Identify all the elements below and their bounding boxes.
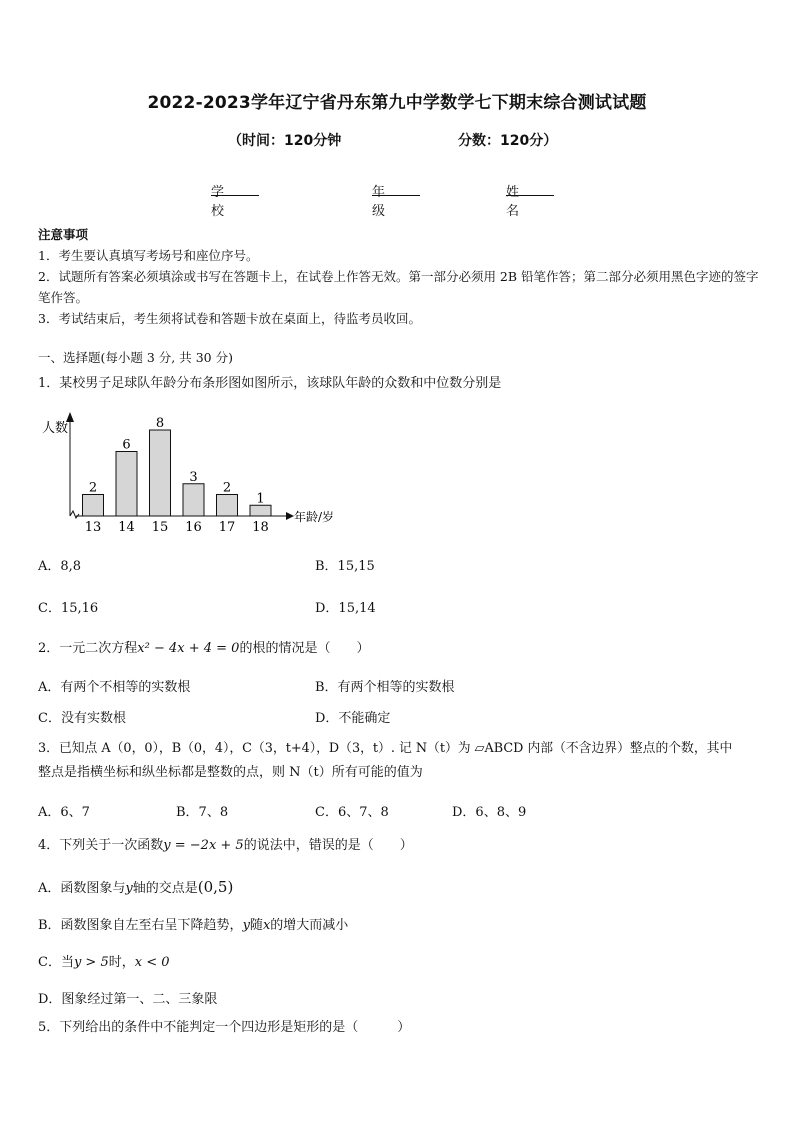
- q2-equation: x² − 4x + 4 = 0: [137, 641, 240, 656]
- question-2-stem: [38, 638, 760, 659]
- bar-value-label: 2: [222, 480, 232, 496]
- q4c-inequality-1: y > 5: [73, 955, 109, 970]
- grade-blank[interactable]: [372, 181, 420, 196]
- q2-stem-post: 的根的情况是（ ）: [239, 641, 370, 656]
- q4b-text-3: 的增大而减小: [270, 918, 349, 933]
- q4b-text-1: B．函数图象自左至右呈下降趋势，: [38, 918, 243, 933]
- bar-value-label: 6: [122, 437, 131, 453]
- q1-option-b[interactable]: B．15,15: [315, 559, 375, 574]
- q2-stem-pre: 2．一元二次方程: [38, 641, 138, 656]
- q2-option-a[interactable]: A．有两个不相等的实数根: [38, 680, 191, 695]
- q4a-point: (0,5): [197, 878, 234, 896]
- total-score: 分数：120分）: [458, 133, 558, 149]
- q4a-text-1: A．函数图象与: [38, 881, 126, 896]
- axis-break: [70, 511, 79, 518]
- q3-line-1: 3．已知点 A（0，0），B（0，4），C（3，t+4），D（3，t）. 记 N（t）为 ▱ABCD 内部（不含边界）整点的个数，其中: [38, 741, 733, 756]
- question-1-stem: 1．某校男子足球队年龄分布条形图如图所示，该球队年龄的众数和中位数分别是: [38, 376, 502, 391]
- q4-option-b[interactable]: [38, 914, 348, 933]
- q4-stem-pre: 4．下列关于一次函数: [38, 838, 164, 853]
- notice-item: 1．考生要认真填写考场号和座位序号。: [38, 248, 259, 263]
- x-tick-label: 16: [185, 520, 202, 535]
- question-5-stem: 5．下列给出的条件中不能判定一个四边形是矩形的是（ ）: [38, 1020, 411, 1035]
- q4c-inequality-2: x < 0: [134, 955, 170, 970]
- q4c-text-1: C．当: [38, 955, 74, 970]
- x-tick-label: 18: [252, 520, 269, 535]
- q3-line-2: 整点是指横坐标和纵坐标都是整数的点，则 N（t）所有可能的值为: [38, 765, 423, 780]
- notice-item: 3．考试结束后，考生须将试卷和答题卡放在桌面上，待监考员收回。: [38, 311, 421, 326]
- q3-option-d[interactable]: D．6、8、9: [452, 805, 527, 820]
- q4-option-c[interactable]: [38, 951, 170, 970]
- q3-option-a[interactable]: A．6、7: [38, 805, 90, 820]
- notice-item: 2．试题所有答案必须填涂或书写在答题卡上，在试卷上作答无效。第一部分必须用 2B 铅笔作答；第二部分必须用黑色字迹的签字笔作答。: [38, 269, 759, 305]
- grade-label: 年级: [372, 185, 386, 219]
- q4b-var-y: y: [242, 918, 250, 933]
- q4a-text-2: 轴的交点是: [132, 881, 198, 896]
- q4-option-d[interactable]: D．图象经过第一、二、三象限: [38, 992, 218, 1007]
- bar-value-label: 8: [155, 416, 165, 431]
- q4-function: y = −2x + 5: [163, 838, 244, 853]
- q1-option-a[interactable]: A．8,8: [38, 559, 82, 574]
- y-axis-label: 人数: [42, 421, 69, 436]
- x-tick-label: 14: [118, 520, 135, 535]
- q4b-text-2: 随: [249, 918, 263, 933]
- q2-option-c[interactable]: C．没有实数根: [38, 711, 126, 726]
- bar-13: [83, 495, 104, 517]
- bar-18: [250, 505, 271, 516]
- section-title: 一、选择题(每小题 3 分, 共 30 分): [38, 350, 233, 365]
- school-label: 学校: [211, 185, 225, 219]
- bar-value-label: 1: [256, 491, 265, 507]
- x-axis-arrow: [286, 512, 294, 520]
- time-limit: （时间：120分钟: [228, 133, 342, 149]
- age-bar-chart: [36, 410, 356, 540]
- q3-option-b[interactable]: B．7、8: [176, 805, 229, 820]
- bar-15: [150, 430, 171, 516]
- name-label: 姓名: [506, 185, 520, 219]
- x-axis-label: 年龄/岁: [294, 510, 335, 524]
- bar-16: [183, 484, 204, 516]
- bar-value-label: 3: [189, 469, 198, 485]
- q2-option-d[interactable]: D．不能确定: [315, 711, 391, 726]
- x-tick-label: 15: [151, 520, 169, 535]
- q4c-text-2: 时，: [108, 955, 135, 970]
- page-title: 2022-2023学年辽宁省丹东第九中学数学七下期末综合测试试题: [147, 93, 647, 113]
- q1-option-d[interactable]: D．15,14: [315, 601, 376, 616]
- q4-option-a[interactable]: [38, 877, 233, 896]
- q4a-var-y: y: [125, 881, 133, 896]
- q3-option-c[interactable]: C．6、7、8: [315, 805, 389, 820]
- bar-17: [217, 495, 238, 517]
- q4-stem-post: 的说法中，错误的是（ ）: [243, 838, 413, 853]
- bars-group: [83, 416, 272, 535]
- notice-title: 注意事项: [38, 227, 89, 242]
- question-3-stem: [38, 738, 760, 786]
- x-tick-label: 17: [218, 520, 236, 535]
- time-score-line: [0, 130, 794, 152]
- q4b-var-x: x: [262, 918, 271, 933]
- bar-14: [116, 452, 137, 517]
- x-tick-label: 13: [84, 520, 102, 535]
- school-blank[interactable]: [211, 181, 259, 196]
- q2-option-b[interactable]: B．有两个相等的实数根: [315, 680, 455, 695]
- question-4-stem: [38, 835, 760, 856]
- bar-value-label: 2: [88, 480, 98, 496]
- notice-block: [38, 224, 760, 329]
- q1-option-c[interactable]: C．15,16: [38, 601, 99, 616]
- name-blank[interactable]: [506, 181, 554, 196]
- student-info-line: [0, 181, 794, 219]
